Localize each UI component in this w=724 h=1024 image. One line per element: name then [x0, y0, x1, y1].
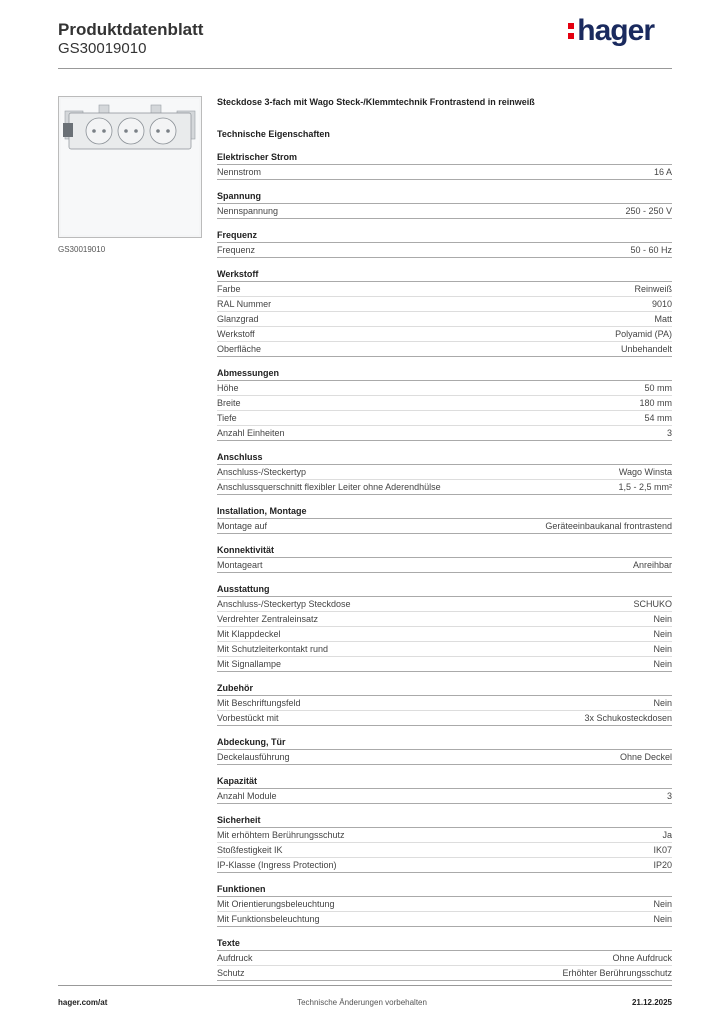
property-row [217, 750, 672, 765]
property-value: 1,5 - 2,5 mm² [618, 482, 672, 492]
property-row [217, 912, 672, 927]
property-section [217, 504, 672, 534]
section-header: Konnektivität [217, 543, 672, 558]
section-header: Kapazität [217, 774, 672, 789]
property-section [217, 582, 672, 672]
section-header: Zubehör [217, 681, 672, 696]
property-section [217, 774, 672, 804]
property-row [217, 297, 672, 312]
property-section [217, 813, 672, 873]
property-label: Mit erhöhtem Berührungsschutz [217, 830, 345, 840]
property-section [217, 882, 672, 927]
property-row [217, 396, 672, 411]
property-value: Ohne Deckel [619, 752, 672, 762]
property-value: Nein [653, 914, 672, 924]
socket-strip-illustration [59, 97, 201, 237]
property-row [217, 612, 672, 627]
technical-properties [217, 94, 672, 981]
section-header: Abmessungen [217, 366, 672, 381]
footer-notice: Technische Änderungen vorbehalten [297, 998, 427, 1007]
property-row [217, 480, 672, 495]
property-row [217, 789, 672, 804]
logo-text: hager [577, 14, 654, 47]
property-label: Frequenz [217, 245, 256, 255]
property-value: Matt [654, 314, 672, 324]
property-label: Anschluss-/Steckertyp [217, 467, 307, 477]
property-label: Mit Klappdeckel [217, 629, 281, 639]
section-header: Sicherheit [217, 813, 672, 828]
property-value: Wago Winsta [618, 467, 672, 477]
property-value: SCHUKO [633, 599, 672, 609]
property-label: Montage auf [217, 521, 268, 531]
property-value: Nein [653, 899, 672, 909]
product-title: Steckdose 3-fach mit Wago Steck-/Klemmtechnik Frontrastend in reinweiß [217, 97, 535, 107]
property-label: Verdrehter Zentraleinsatz [217, 614, 319, 624]
property-label: Anschlussquerschnitt flexibler Leiter ohne Aderendhülse [217, 482, 441, 492]
section-header: Anschluss [217, 450, 672, 465]
property-row [217, 282, 672, 297]
section-header: Installation, Montage [217, 504, 672, 519]
property-section [217, 189, 672, 219]
brand-logo [568, 14, 654, 48]
property-value: Nein [653, 629, 672, 639]
property-row [217, 657, 672, 672]
page-title: Produktdatenblatt [58, 20, 204, 39]
property-row [217, 411, 672, 426]
property-row [217, 597, 672, 612]
property-value: Nein [653, 659, 672, 669]
property-label: Anzahl Einheiten [217, 428, 285, 438]
property-label: Breite [217, 398, 241, 408]
property-section [217, 936, 672, 981]
property-label: Montageart [217, 560, 263, 570]
property-label: Anzahl Module [217, 791, 277, 801]
property-label: RAL Nummer [217, 299, 272, 309]
property-row [217, 642, 672, 657]
property-value: Ohne Aufdruck [612, 953, 672, 963]
property-value: 180 mm [639, 398, 672, 408]
header-divider [58, 68, 672, 69]
property-section [217, 735, 672, 765]
property-value: Geräteeinbaukanal frontrastend [545, 521, 672, 531]
property-row [217, 204, 672, 219]
property-value: Polyamid (PA) [615, 329, 672, 339]
property-row [217, 342, 672, 357]
property-label: Nennspannung [217, 206, 279, 216]
property-value: Anreihbar [632, 560, 672, 570]
product-image [58, 96, 202, 238]
property-label: Glanzgrad [217, 314, 259, 324]
property-section [217, 267, 672, 357]
property-label: Mit Schutzleiterkontakt rund [217, 644, 329, 654]
property-row [217, 327, 672, 342]
property-sections [217, 150, 672, 981]
property-value: 3x Schukosteckdosen [584, 713, 672, 723]
section-header: Frequenz [217, 228, 672, 243]
property-label: IP-Klasse (Ingress Protection) [217, 860, 337, 870]
property-label: Mit Beschriftungsfeld [217, 698, 301, 708]
property-label: Nennstrom [217, 167, 262, 177]
property-row [217, 381, 672, 396]
property-value: 16 A [653, 167, 672, 177]
footer-website: hager.com/at [58, 998, 108, 1007]
property-section [217, 450, 672, 495]
property-row [217, 243, 672, 258]
property-label: Schutz [217, 968, 245, 978]
property-row [217, 627, 672, 642]
property-row [217, 165, 672, 180]
property-label: Mit Signallampe [217, 659, 282, 669]
property-row [217, 711, 672, 726]
property-label: Tiefe [217, 413, 237, 423]
section-header: Texte [217, 936, 672, 951]
product-code: GS30019010 [58, 40, 147, 57]
property-value: 250 - 250 V [625, 206, 672, 216]
property-label: Deckelausführung [217, 752, 290, 762]
property-row [217, 843, 672, 858]
property-section [217, 228, 672, 258]
property-value: Unbehandelt [620, 344, 672, 354]
property-label: Vorbestückt mit [217, 713, 279, 723]
section-header: Elektrischer Strom [217, 150, 672, 165]
footer-divider [58, 985, 672, 986]
property-section [217, 681, 672, 726]
property-value: Nein [653, 698, 672, 708]
property-value: Reinweiß [634, 284, 672, 294]
property-section [217, 366, 672, 441]
property-value: Nein [653, 644, 672, 654]
property-label: Höhe [217, 383, 239, 393]
property-row [217, 951, 672, 966]
property-value: 50 - 60 Hz [630, 245, 672, 255]
property-value: 54 mm [644, 413, 672, 423]
property-value: IP20 [653, 860, 672, 870]
property-row [217, 828, 672, 843]
section-header: Funktionen [217, 882, 672, 897]
property-row [217, 558, 672, 573]
section-header: Werkstoff [217, 267, 672, 282]
logo-dots-icon [568, 21, 574, 41]
property-section [217, 150, 672, 180]
property-label: Anschluss-/Steckertyp Steckdose [217, 599, 351, 609]
property-value: 50 mm [644, 383, 672, 393]
property-value: Nein [653, 614, 672, 624]
property-label: Stoßfestigkeit IK [217, 845, 283, 855]
property-value: Erhöhter Berührungsschutz [562, 968, 672, 978]
property-value: 9010 [651, 299, 672, 309]
property-row [217, 312, 672, 327]
property-row [217, 426, 672, 441]
property-row [217, 696, 672, 711]
property-row [217, 465, 672, 480]
property-row [217, 519, 672, 534]
property-value: IK07 [653, 845, 672, 855]
property-label: Werkstoff [217, 329, 255, 339]
property-row [217, 897, 672, 912]
section-header: Spannung [217, 189, 672, 204]
property-value: 3 [666, 428, 672, 438]
property-label: Mit Orientierungsbeleuchtung [217, 899, 335, 909]
property-value: 3 [666, 791, 672, 801]
property-label: Aufdruck [217, 953, 253, 963]
section-header: Ausstattung [217, 582, 672, 597]
image-caption: GS30019010 [58, 245, 106, 254]
property-label: Mit Funktionsbeleuchtung [217, 914, 320, 924]
property-label: Oberfläche [217, 344, 262, 354]
property-row [217, 966, 672, 981]
property-section [217, 543, 672, 573]
property-row [217, 858, 672, 873]
property-value: Ja [662, 830, 672, 840]
section-subtitle: Technische Eigenschaften [217, 129, 330, 139]
property-label: Farbe [217, 284, 241, 294]
section-header: Abdeckung, Tür [217, 735, 672, 750]
footer-date: 21.12.2025 [631, 998, 672, 1007]
